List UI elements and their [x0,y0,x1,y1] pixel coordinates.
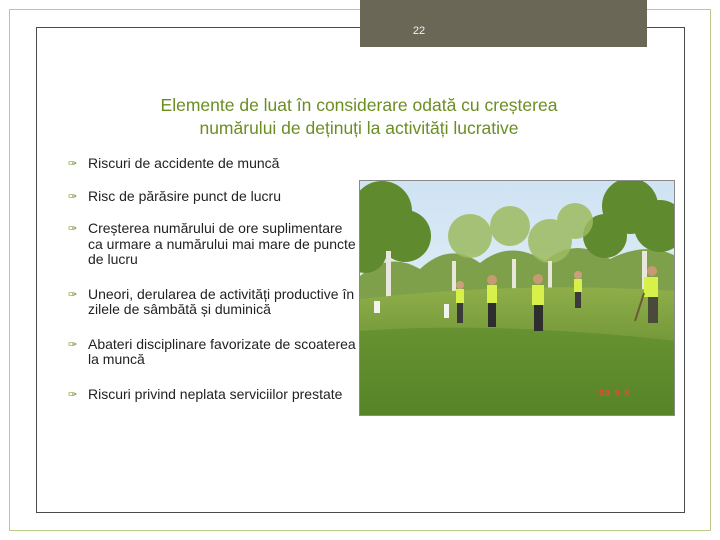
ribbon-check-bullet-icon: ✑ [68,288,78,301]
bullet-text: Riscuri de accidente de muncă [88,155,280,171]
slide-title-line-1: Elemente de luat în considerare odată cu creșterea [160,95,558,115]
bullet-text: Creșterea numărului de ore suplimentare ca urmare a numărului mai mare de puncte de lucru [88,220,356,267]
slide-title [100,94,618,140]
bullet-list [68,156,358,402]
bullet-text: Riscuri privind neplata serviciilor prestate [88,385,343,402]
bullet-item [68,221,358,268]
bullet-text: Risc de părăsire punct de lucru [88,187,281,204]
bullet-item [68,189,358,205]
bullet-text: Abateri disciplinare favorizate de scoaterea la muncă [88,335,356,367]
photo-date-stamp: '03 5 8 [596,388,631,398]
ribbon-check-bullet-icon: ✑ [68,158,78,170]
bullet-item [68,337,358,368]
work-site-photo [359,180,675,416]
slide-title-line-2: numărului de deținuți la activități lucrative [199,118,519,138]
bullet-item [68,287,358,318]
ribbon-check-bullet-icon: ✑ [68,388,78,401]
page-number: 22 [412,25,426,37]
ribbon-check-bullet-icon: ✑ [68,190,78,203]
ribbon-check-bullet-icon: ✑ [68,223,78,235]
bullet-item [68,387,358,403]
ribbon-check-bullet-icon: ✑ [68,338,78,351]
bullet-text: Uneori, derularea de activități productive în zilele de sâmbătă și duminică [88,285,355,317]
bullet-item [68,156,358,172]
work-site-photo-illustration [360,181,675,416]
